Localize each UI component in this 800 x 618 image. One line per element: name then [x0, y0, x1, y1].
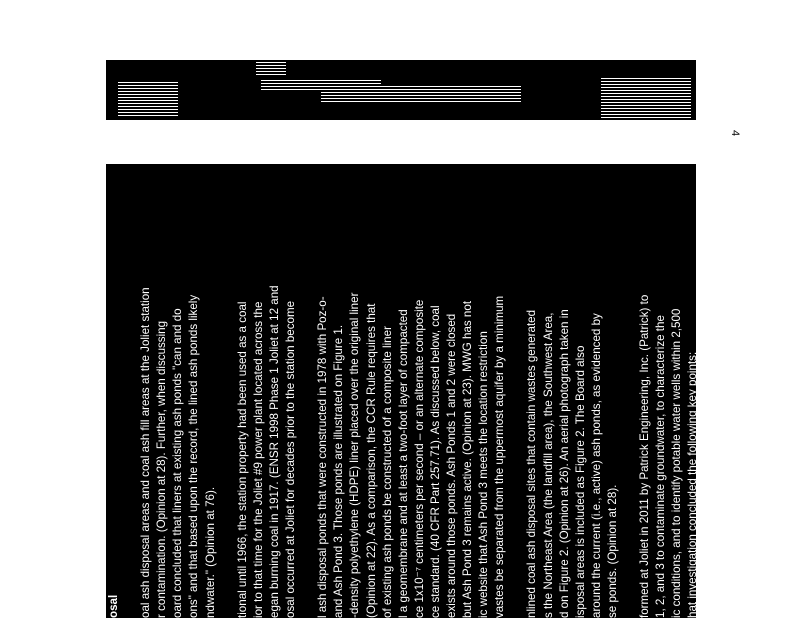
text-line: -density polyethylene (HDPE) liner placed over the original liner: [348, 292, 362, 618]
text-line: osal occurred at Joliet for decades prior to the station become: [284, 300, 298, 618]
paragraph: [718, 164, 734, 618]
text-line: of existing ash ponds be constructed of a composite liner: [380, 326, 394, 618]
text-line: ce 1x10⁻⁷ centimeters per second – or an alternate composite: [412, 299, 426, 618]
section-title: osal: [107, 594, 120, 618]
text-line: ior to that time for the Joliet #9 power plant located across the: [251, 301, 265, 618]
spacer: [701, 164, 717, 618]
text-line: tional until 1966, the station property had been used as a coal: [235, 301, 249, 618]
text-line: isposal areas is included as Figure 2. The Board also: [573, 345, 587, 618]
text-line: exists around those ponds. Ash Ponds 1 and 2 were closed: [444, 313, 458, 618]
text-line: around the current (i.e., active) ash ponds, as evidenced by: [589, 313, 603, 618]
text-line: ic website that Ash Pond 3 meets the location restriction: [477, 331, 491, 618]
text-line: ons" and that based upon the record, the lined ash ponds likely: [187, 294, 201, 618]
text-line: ce standard. (40 CFR Part 257.71). As discussed below, coal: [428, 305, 442, 618]
text-line: and Ash Pond 3. Those ponds are illustrated on Figure 1.: [332, 324, 346, 618]
text-line: l ash disposal ponds that were constructed in 1978 with Poz-o-: [316, 296, 330, 618]
text-line: nlined coal ash disposal sites that contain wastes generated: [525, 309, 539, 618]
paragraph: [138, 164, 218, 618]
text-line: oard concluded that liners at existing ash ponds "can and do: [171, 308, 185, 618]
text-line: formed at Joliet in 2011 by Patrick Engineering, Inc. (Patrick) to: [638, 294, 652, 618]
text-line: se ponds. (Opinion at 28).: [605, 484, 619, 618]
text-line: egan burning coal in 1917. (ENSR 1998 Phase 1 Joliet at 12 and: [267, 285, 281, 618]
redacted-header-band: [106, 60, 696, 120]
text-line: but Ash Pond 3 remains active. (Opinion at 23). MWG has not: [461, 300, 475, 618]
spacer: [219, 164, 235, 618]
paragraph: [315, 164, 508, 618]
spacer: [508, 164, 524, 618]
document-text-body: [106, 164, 732, 618]
spacer: [621, 164, 637, 618]
page-number: 4: [729, 129, 741, 137]
rotated-text-column: [106, 164, 732, 618]
text-line: 1, 2, and 3 to contaminate groundwater, to characterize the: [654, 315, 668, 618]
spacer: [299, 164, 315, 618]
text-line: hat investigation concluded the following key points:: [686, 351, 700, 618]
text-line: e active ash ponds is approximately 10 acres. (Patrick 2011: [718, 312, 732, 618]
spacer: [122, 164, 138, 618]
text-line: l a geomembrane and at least a two-foot layer of compacted: [396, 309, 410, 618]
text-line: ic conditions, and to identify potable water wells within 2,500: [670, 308, 684, 618]
text-line: vastes be separated from the uppermost aquifer by a minimum: [493, 295, 507, 618]
text-line: (Opinion at 22). As a comparison, the CCR Rule requires that: [364, 303, 378, 618]
text-line: s the Northeast Area (the landfill area), the Southwest Area,: [541, 312, 555, 618]
text-line: d on Figure 2. (Opinion at 26). An aerial photograph taken in: [557, 309, 571, 618]
paragraph: [524, 164, 621, 618]
paragraph: [637, 164, 701, 618]
text-line: r contamination. (Opinion at 28). Further, when discussing: [155, 320, 169, 618]
text-line: ndwater." (Opinion at 76).: [203, 486, 217, 618]
paragraph: [235, 164, 299, 618]
text-line: oal ash disposal areas and coal ash fill areas at the Joliet station: [139, 287, 153, 618]
